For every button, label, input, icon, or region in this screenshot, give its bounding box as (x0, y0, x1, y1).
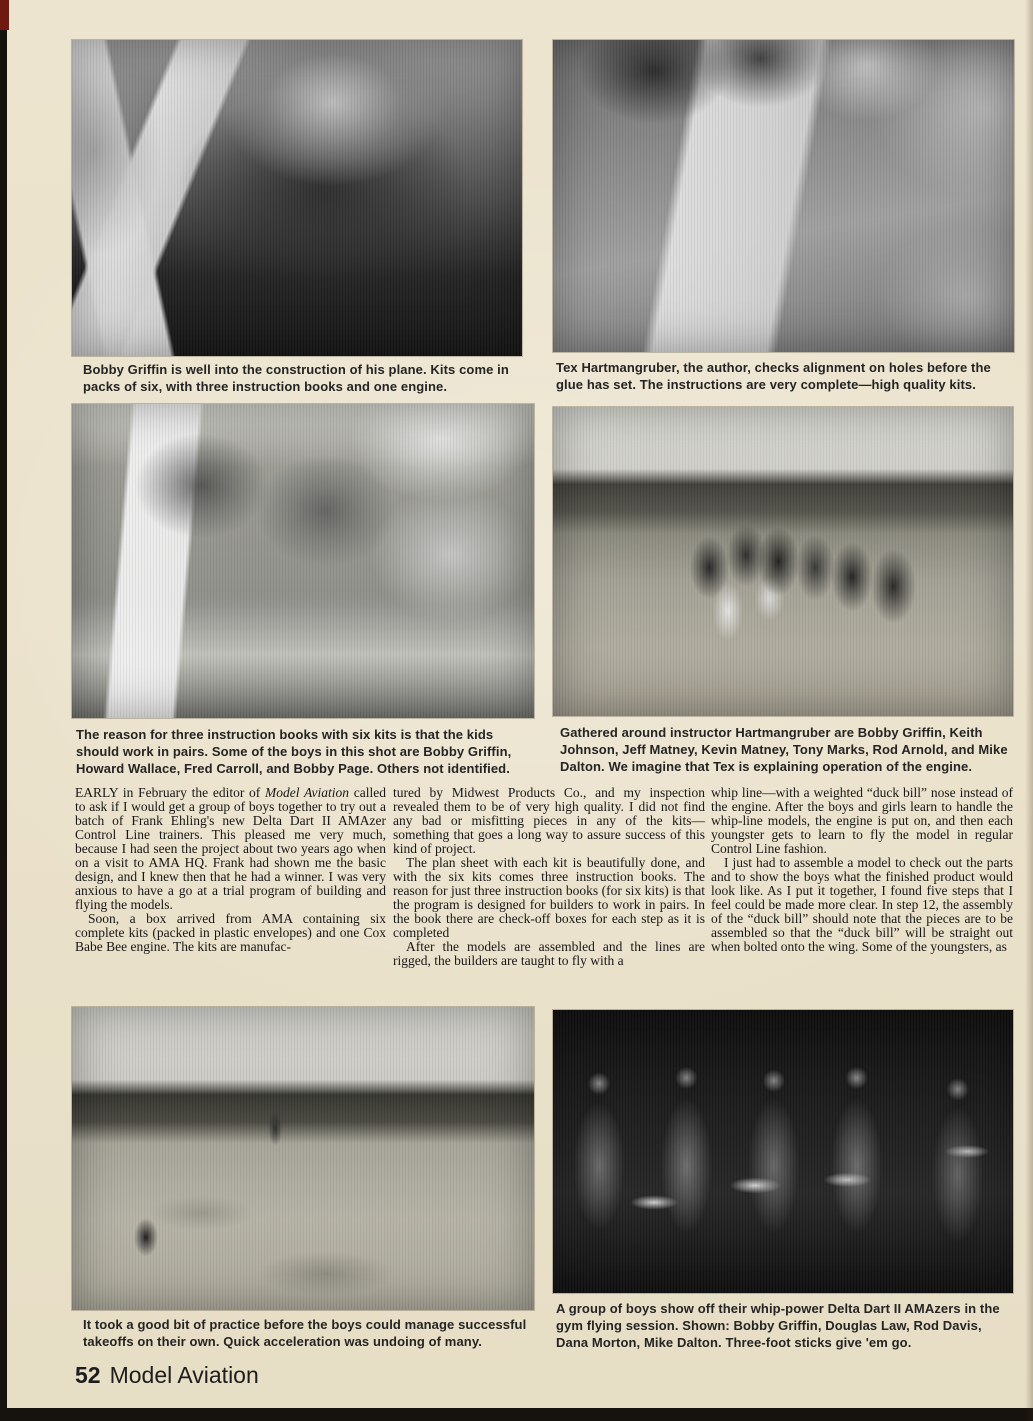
caption-bobby-griffin: Bobby Griffin is well into the construction of his plane. Kits come in packs of six, with three instruction books and one engine. (83, 362, 509, 394)
article-paragraph: I just had to assemble a model to check out the parts and to show the boys what the finished product would look like. As I put it together, I found five steps that I feel could be made more clear. In step 12, the assembly of the “duck bill” should note that the pieces are to be assembled so that the “duck bill” will be straight out when bolted onto the wing. Some of the youngsters, as (711, 855, 1013, 954)
page-number: 52 (75, 1362, 101, 1388)
photo-outdoor-group-instructor (553, 407, 1013, 716)
caption-outdoor-group: Gathered around instructor Hartmangruber are Bobby Griffin, Keith Johnson, Jeff Matney, Kevin Matney, Tony Marks, Rod Arnold, and Mike Dalton. We imagine that Tex is explaining operation of the engine. (560, 725, 1008, 774)
magazine-name-italic: Model Aviation (265, 785, 350, 800)
scan-edge-right (1025, 0, 1033, 1421)
article-paragraph: whip line—with a weighted “duck bill” nose instead of the engine. After the boys and girls learn to handle the whip-line models, the engine is put on, and then each youngster gets to learn to fly the model in regular Control Line fashion. (711, 785, 1013, 856)
caption-gym-group: A group of boys show off their whip-power Delta Dart II AMAzers in the gym flying session. Shown: Bobby Griffin, Douglas Law, Rod Davis, Dana Morton, Mike Dalton. Three-foot sticks give 'em go. (556, 1301, 1000, 1350)
photo-field-practice (72, 1007, 534, 1310)
scan-edge-left (0, 0, 7, 1421)
photo-tex-checking-alignment (553, 40, 1014, 352)
corner-red-accent (0, 0, 9, 30)
article-column-3 (711, 786, 1013, 954)
photo-classroom-pairs (72, 404, 534, 718)
article-column-1 (75, 786, 386, 954)
article-text: called to ask if I would get a group of boys together to try out a batch of Frank Ehling's new Delta Dart II AMAzer Control Line trainers. This pleased me very much, because I had seen the project about two years ago when on a visit to AMA HQ. Frank had shown me the basic design, and I knew then that he had a winner. I was very anxious to have a go at a trial program of building and flying the models. (75, 785, 386, 912)
article-paragraph: tured by Midwest Products Co., and my inspection revealed them to be of very high quality. I did not find any bad or misfitting pieces in any of the kits—something that goes a long way to assure success of this kind of project. (393, 785, 705, 856)
photo-bobby-griffin-building (72, 40, 522, 356)
article-paragraph: Soon, a box arrived from AMA containing six complete kits (packed in plastic envelopes) and one Cox Babe Bee engine. The kits are manufac- (75, 911, 386, 954)
caption-classroom-pairs: The reason for three instruction books with six kits is that the kids should work in pairs. Some of the boys in this shot are Bobby Griffin, Howard Wallace, Fred Carroll, and Bobby Page. Others not identified. (76, 727, 512, 776)
magazine-title: Model Aviation (109, 1362, 259, 1388)
page-footer (75, 1362, 259, 1389)
article-paragraph (75, 786, 386, 912)
photo-gym-group-models (553, 1010, 1013, 1293)
caption-tex-alignment: Tex Hartmangruber, the author, checks alignment on holes before the glue has set. The instructions are very complete—high quality kits. (556, 360, 991, 392)
article-text: EARLY in February the editor of (75, 785, 266, 800)
article-column-2 (393, 786, 705, 968)
article-paragraph: After the models are assembled and the lines are rigged, the builders are taught to fly with a (393, 939, 705, 968)
caption-field-practice: It took a good bit of practice before the boys could manage successful takeoffs on their own. Quick acceleration was undoing of many. (83, 1317, 527, 1349)
article-paragraph: The plan sheet with each kit is beautifully done, and with the six kits comes three instruction books. The reason for just three instruction books (for six kits) is that the program is designed for builders to work in pairs. In the book there are check-off boxes for each step as it is completed (393, 855, 705, 940)
scan-edge-bottom (0, 1408, 1033, 1421)
